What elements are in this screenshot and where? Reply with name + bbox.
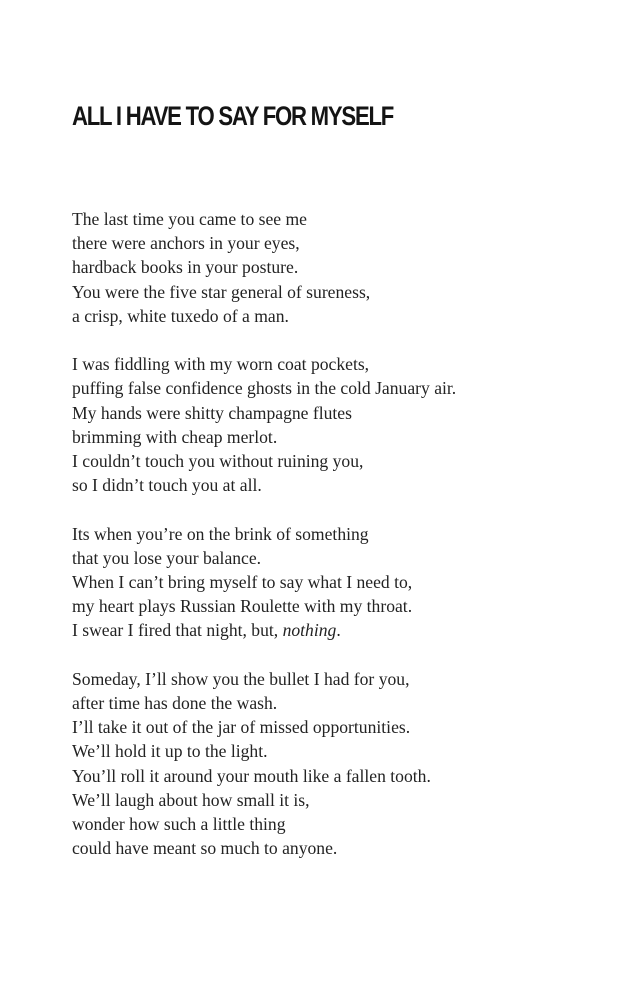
poem-line: hardback books in your posture. <box>72 257 299 278</box>
poem-line: Someday, I’ll show you the bullet I had for you, <box>72 668 410 689</box>
line-punctuation: . <box>336 620 341 641</box>
poem-line: When I can’t bring myself to say what I need to, <box>72 572 413 593</box>
stanza-3 <box>72 522 612 643</box>
poem-line: I was fiddling with my worn coat pockets, <box>72 354 370 375</box>
poem-line: We’ll laugh about how small it is, <box>72 789 310 810</box>
line-text: I swear I fired that night, but, <box>72 620 283 641</box>
poem-line: puffing false confidence ghosts in the cold January air. <box>72 378 457 399</box>
stanza-1 <box>72 207 612 328</box>
stanza-4 <box>72 667 612 861</box>
poem-line: so I didn’t touch you at all. <box>72 475 262 496</box>
poem-body <box>72 207 612 885</box>
poem-line: We’ll hold it up to the light. <box>72 741 268 762</box>
poem-line: after time has done the wash. <box>72 693 278 714</box>
stanza-2 <box>72 352 612 497</box>
poem-line: that you lose your balance. <box>72 547 262 568</box>
poem-line: My hands were shitty champagne flutes <box>72 402 352 423</box>
poem-line: You’ll roll it around your mouth like a fallen tooth. <box>72 765 431 786</box>
poem-line: The last time you came to see me <box>72 209 307 229</box>
poem-line: Its when you’re on the brink of something <box>72 523 369 544</box>
poem-line: my heart plays Russian Roulette with my throat. <box>72 596 413 617</box>
poem-line: could have meant so much to anyone. <box>72 838 338 859</box>
poem-line: I’ll take it out of the jar of missed opportunities. <box>72 717 411 738</box>
poem-line: You were the five star general of sureness, <box>72 281 371 302</box>
poem-line: there were anchors in your eyes, <box>72 233 300 254</box>
poem-line: a crisp, white tuxedo of a man. <box>72 305 289 326</box>
italic-word: nothing <box>282 620 337 641</box>
poem-line: wonder how such a little thing <box>72 814 286 835</box>
poem-title: ALL I HAVE TO SAY FOR MYSELF <box>72 101 394 131</box>
poem-line: I couldn’t touch you without ruining you, <box>72 451 364 472</box>
poem-line: brimming with cheap merlot. <box>72 426 278 447</box>
poem-line-mixed <box>72 618 612 642</box>
